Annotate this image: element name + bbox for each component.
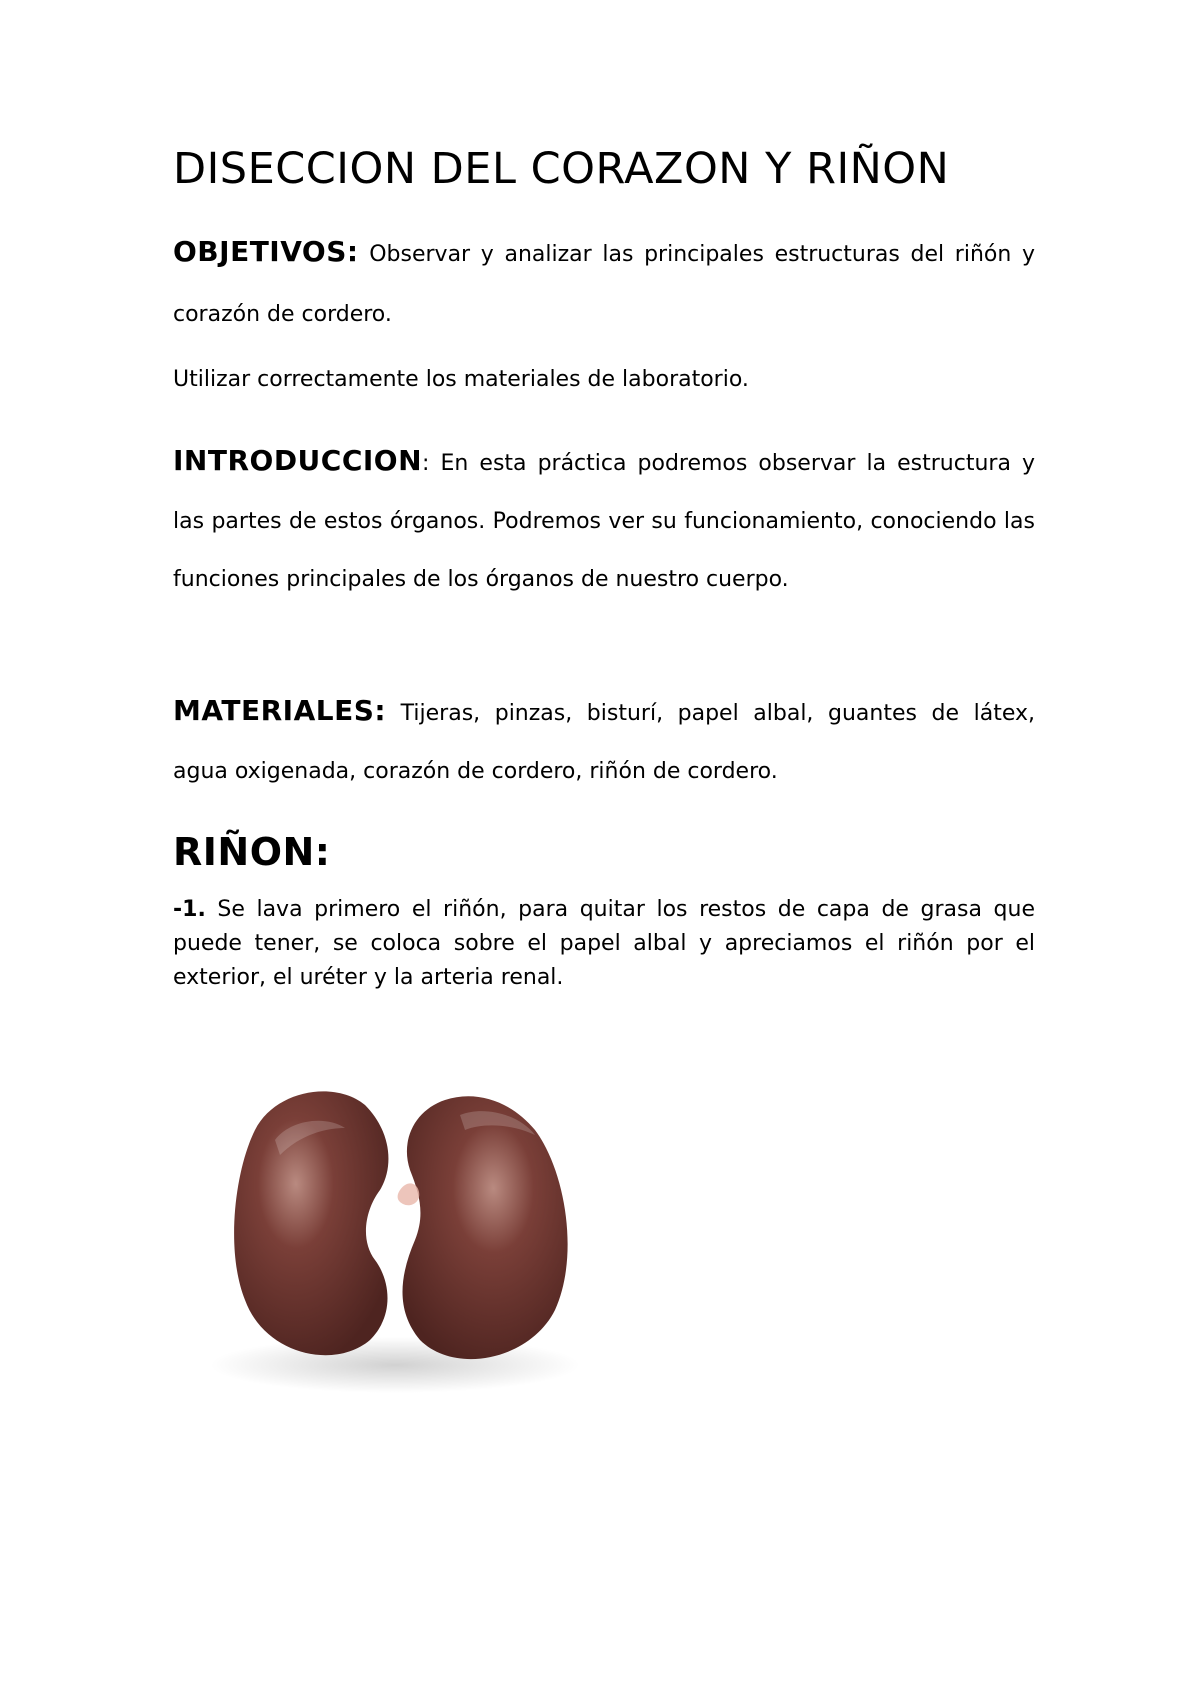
step-1-text: Se lava primero el riñón, para quitar los restos de capa de grasa que puede tener, se coloca sobre el papel albal y apreciamos el riñón por el exterior, el uréter y la arteria renal.: [173, 897, 1035, 990]
step-1-number: -1.: [173, 897, 206, 922]
right-kidney: [403, 1096, 568, 1359]
materiales-paragraph: [173, 682, 1035, 801]
utilizar-paragraph: Utilizar correctamente los materiales de laboratorio.: [173, 367, 749, 392]
objetivos-text: Observar y analizar las principales estructuras del riñón y corazón de cordero.: [173, 242, 1035, 327]
step-1-paragraph: [173, 893, 1035, 995]
materiales-text: Tijeras, pinzas, bisturí, papel albal, guantes de látex, agua oxigenada, corazón de cordero, riñón de cordero.: [173, 701, 1035, 784]
kidney-shadow: [210, 1337, 580, 1393]
objetivos-label: OBJETIVOS:: [173, 235, 359, 268]
introduccion-text: : En esta práctica podremos observar la estructura y las partes de estos órganos. Podremos ver su funcionamiento, conociendo las funciones principales de los órganos de nuestro cuerpo.: [173, 451, 1035, 592]
kidney-photo: [195, 1010, 595, 1400]
page-title: DISECCION DEL CORAZON Y RIÑON: [173, 144, 950, 194]
introduccion-label: INTRODUCCION: [173, 444, 423, 477]
hilum: [398, 1183, 420, 1205]
rinon-heading: RIÑON:: [173, 830, 331, 874]
objetivos-paragraph: [173, 222, 1035, 345]
materiales-label: MATERIALES:: [173, 694, 387, 727]
introduccion-paragraph: [173, 432, 1035, 609]
